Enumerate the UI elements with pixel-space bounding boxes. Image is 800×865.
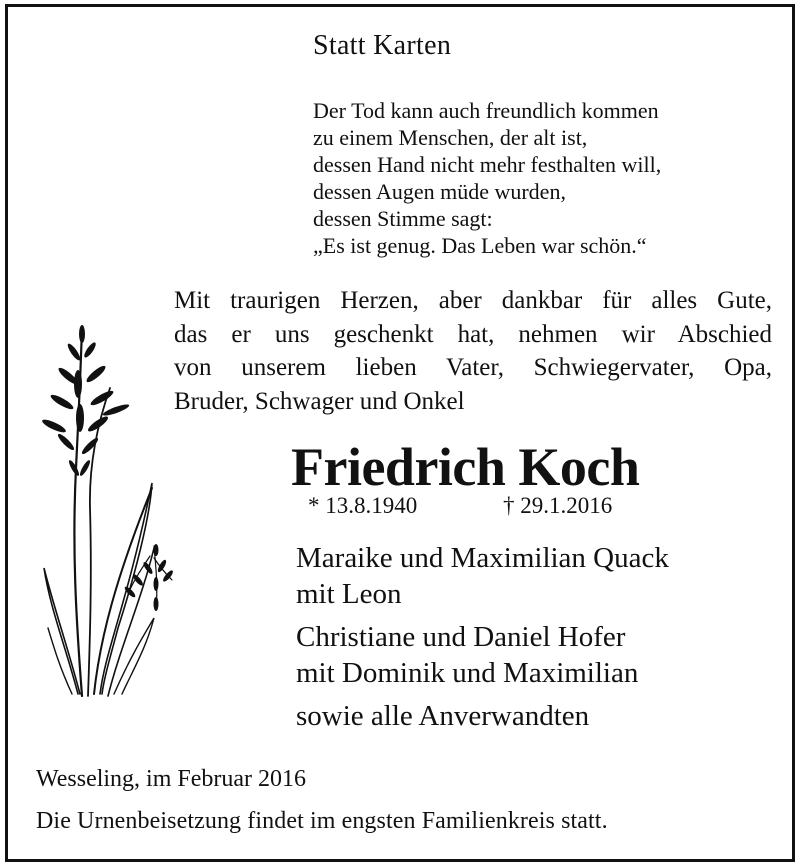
intro-line: das er uns geschenkt hat, nehmen wir Abschied [174, 320, 772, 348]
birth-date: * 13.8.1940 [308, 493, 418, 518]
death-date: † 29.1.2016 [503, 493, 613, 518]
intro-paragraph [174, 284, 772, 418]
mourner-group [296, 698, 669, 734]
burial-note: Die Urnenbeisetzung findet im engsten Familienkreis statt. [36, 808, 608, 834]
mourner-group [296, 540, 669, 612]
grass-plant-icon [30, 318, 180, 698]
notice-header: Statt Karten [313, 30, 452, 61]
intro-line: Bruder, Schwager und Onkel [174, 387, 465, 415]
mourner-line: Maraike und Maximilian Quack [296, 542, 669, 574]
mourner-line: mit Leon [296, 578, 402, 610]
place-date: Wesseling, im Februar 2016 [36, 766, 307, 792]
mourner-line: sowie alle Anverwandten [296, 700, 590, 732]
intro-line: von unserem lieben Vater, Schwiegervater, Opa, [174, 354, 772, 381]
intro-line: Mit traurigen Herzen, aber dankbar für alles Gute, [174, 287, 772, 314]
poem-line: dessen Augen müde wurden, [313, 179, 566, 204]
mourner-line: Christiane und Daniel Hofer [296, 621, 626, 653]
poem-line: Der Tod kann auch freundlich kommen [313, 98, 659, 123]
poem [313, 97, 661, 259]
mourners-list [296, 540, 669, 741]
deceased-name: Friedrich Koch [291, 437, 640, 497]
mourner-line: mit Dominik und Maximilian [296, 657, 639, 689]
poem-line: „Es ist genug. Das Leben war schön.“ [313, 233, 647, 258]
poem-line: dessen Stimme sagt: [313, 206, 493, 231]
poem-line: zu einem Menschen, der alt ist, [313, 125, 588, 150]
poem-line: dessen Hand nicht mehr festhalten will, [313, 152, 662, 177]
mourner-group [296, 619, 669, 691]
